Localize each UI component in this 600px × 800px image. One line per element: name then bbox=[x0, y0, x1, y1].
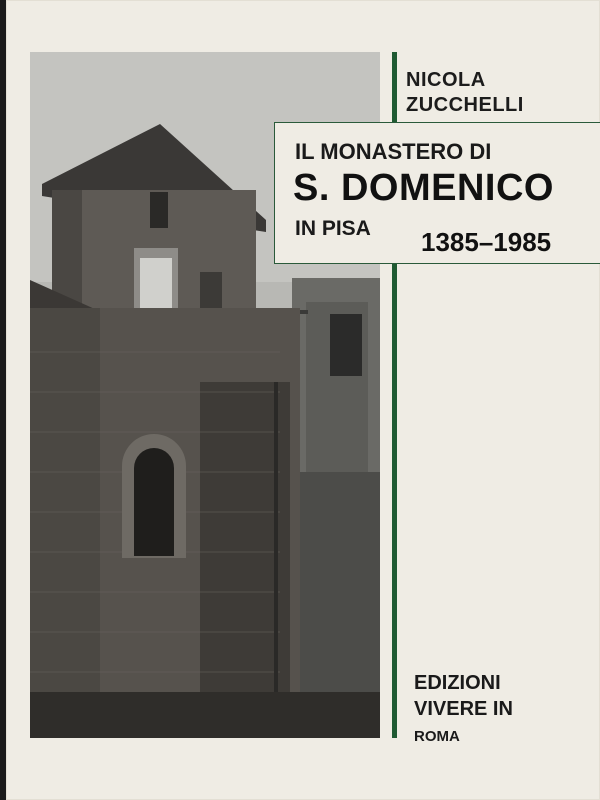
author-name bbox=[406, 68, 524, 118]
publisher-line-2: VIVERE IN bbox=[414, 698, 513, 720]
title-years: 1385–1985 bbox=[421, 227, 552, 257]
title-line-1: IL MONASTERO DI bbox=[295, 139, 492, 164]
title-line-3: IN PISA bbox=[295, 217, 371, 240]
title-panel bbox=[274, 122, 600, 264]
publisher-imprint bbox=[414, 670, 513, 748]
publisher-line-1: EDIZIONI bbox=[414, 672, 501, 694]
title-main: S. DOMENICO bbox=[293, 167, 554, 209]
author-last-name: ZUCCHELLI bbox=[406, 94, 524, 116]
publisher-city: ROMA bbox=[414, 728, 460, 745]
author-first-name: NICOLA bbox=[406, 69, 486, 91]
book-cover bbox=[6, 0, 600, 800]
